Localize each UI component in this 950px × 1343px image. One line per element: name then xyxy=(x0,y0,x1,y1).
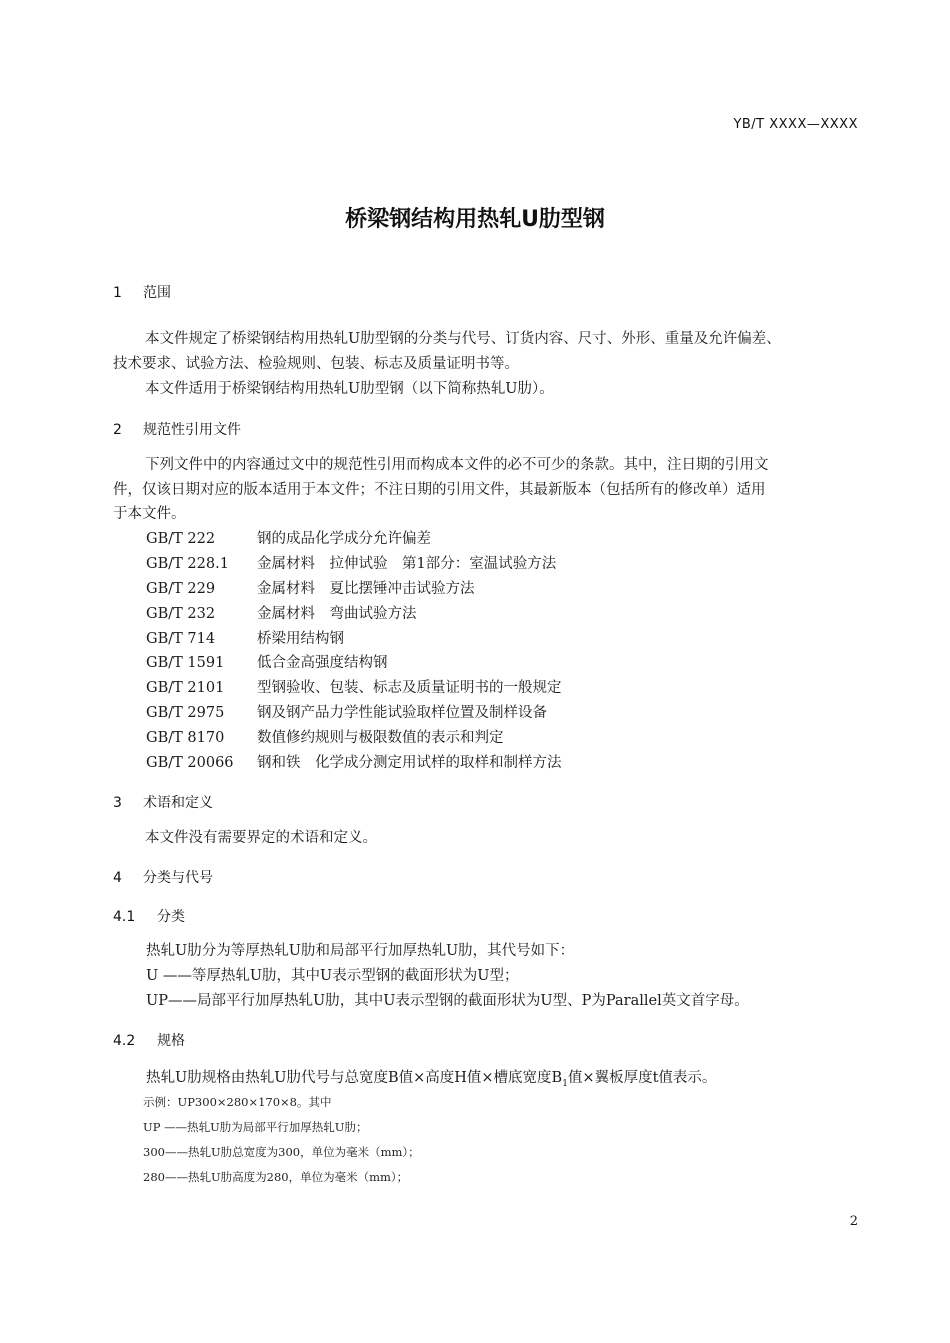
reference-title: 钢及钢产品力学性能试验取样位置及制样设备 xyxy=(257,705,547,722)
specification-line xyxy=(146,1066,716,1089)
paragraph-line: 技术要求、试验方法、检验规则、包装、标志及质量证明书等。 xyxy=(113,355,519,372)
reference-list xyxy=(146,527,562,776)
reference-item xyxy=(146,627,562,652)
reference-code: GB/T 232 xyxy=(146,605,216,622)
classification-line: UP——局部平行加厚热轧U肋，其中U表示型钢的截面形状为U型、P为Parallel英文首字母。 xyxy=(146,993,749,1009)
section-title: 分类与代号 xyxy=(143,870,213,886)
reference-code: GB/T 222 xyxy=(146,531,216,547)
paragraph-line: 于本文件。 xyxy=(113,506,186,522)
reference-item xyxy=(146,602,562,627)
section-heading-2 xyxy=(113,419,241,439)
spec-subscript: 1 xyxy=(562,1078,568,1089)
reference-title: 低合金高强度结构钢 xyxy=(257,655,388,672)
section-heading-4 xyxy=(113,867,213,887)
reference-code: GB/T 229 xyxy=(146,580,216,597)
paragraph-line: 本文件没有需要界定的术语和定义。 xyxy=(145,830,377,846)
reference-title: 金属材料 拉伸试验 第1部分：室温试验方法 xyxy=(257,555,557,572)
reference-title: 钢的成品化学成分允许偏差 xyxy=(257,531,431,547)
section-heading-3 xyxy=(113,792,213,812)
section-title: 规格 xyxy=(157,1033,185,1049)
section-number: 3 xyxy=(113,795,122,811)
reference-title: 金属材料 夏比摆锤冲击试验方法 xyxy=(257,580,475,597)
section-number: 4.1 xyxy=(113,909,136,925)
scope-paragraph-1 xyxy=(113,327,858,376)
section-title: 范围 xyxy=(143,285,171,301)
spec-text: 热轧U肋规格由热轧U肋代号与总宽度B值×高度H值×槽底宽度B xyxy=(146,1070,563,1086)
section-title: 规范性引用文件 xyxy=(143,422,241,438)
reference-title: 钢和铁 化学成分测定用试样的取样和制样方法 xyxy=(257,755,562,772)
reference-code: GB/T 228.1 xyxy=(146,555,229,572)
paragraph-line: 下列文件中的内容通过文中的规范性引用而构成本文件的必不可少的条款。其中，注日期的引用文 xyxy=(145,457,769,473)
reference-item xyxy=(146,701,562,726)
reference-code: GB/T 2975 xyxy=(146,705,225,722)
reference-title: 金属材料 弯曲试验方法 xyxy=(257,605,417,622)
reference-code: GB/T 1591 xyxy=(146,655,225,672)
reference-code: GB/T 20066 xyxy=(146,755,234,772)
section-heading-4-1 xyxy=(113,906,185,926)
page-number: 2 xyxy=(849,1214,858,1229)
paragraph-line: 本文件适用于桥梁钢结构用热轧U肋型钢（以下简称热轧U肋）。 xyxy=(145,381,554,397)
scope-paragraph-2 xyxy=(113,377,858,402)
example-line: UP ——热轧U肋为局部平行加厚热轧U肋； xyxy=(143,1120,368,1134)
reference-title: 数值修约规则与极限数值的表示和判定 xyxy=(257,730,504,747)
classification-line: 热轧U肋分为等厚热轧U肋和局部平行加厚热轧U肋，其代号如下： xyxy=(146,943,575,959)
paragraph-line: 本文件规定了桥梁钢结构用热轧U肋型钢的分类与代号、订货内容、尺寸、外形、重量及允许偏差、 xyxy=(145,331,781,347)
section-heading-1 xyxy=(113,282,171,302)
reference-item xyxy=(146,726,562,751)
reference-item xyxy=(146,527,562,552)
reference-item xyxy=(146,676,562,701)
reference-item xyxy=(146,552,562,577)
section-title: 术语和定义 xyxy=(143,795,213,811)
section-number: 2 xyxy=(113,422,122,438)
reference-item xyxy=(146,651,562,676)
reference-title: 型钢验收、包装、标志及质量证明书的一般规定 xyxy=(257,680,562,697)
references-intro xyxy=(113,453,858,527)
example-line: 280——热轧U肋高度为280，单位为毫米（mm）； xyxy=(143,1170,409,1184)
section-number: 4.2 xyxy=(113,1033,136,1049)
reference-code: GB/T 8170 xyxy=(146,730,225,747)
section-title: 分类 xyxy=(157,909,185,925)
standard-code: YB/T XXXX—XXXX xyxy=(733,117,858,132)
section-number: 4 xyxy=(113,870,122,886)
spec-text: 值×翼板厚度t值表示。 xyxy=(567,1070,717,1086)
reference-item xyxy=(146,751,562,776)
reference-title: 桥梁用结构钢 xyxy=(257,630,344,647)
example-line: 300——热轧U肋总宽度为300，单位为毫米（mm）； xyxy=(143,1145,420,1159)
reference-code: GB/T 714 xyxy=(146,630,216,647)
document-title: 桥梁钢结构用热轧U肋型钢 xyxy=(345,207,605,232)
classification-line: U ——等厚热轧U肋，其中U表示型钢的截面形状为U型； xyxy=(146,968,519,984)
terms-paragraph xyxy=(113,826,858,851)
section-heading-4-2 xyxy=(113,1030,185,1050)
paragraph-line: 件，仅该日期对应的版本适用于本文件；不注日期的引用文件，其最新版本（包括所有的修改单）适用 xyxy=(113,481,766,498)
reference-item xyxy=(146,577,562,602)
example-label: 示例：UP300×280×170×8。其中 xyxy=(143,1095,332,1109)
reference-code: GB/T 2101 xyxy=(146,680,225,697)
section-number: 1 xyxy=(113,285,122,301)
